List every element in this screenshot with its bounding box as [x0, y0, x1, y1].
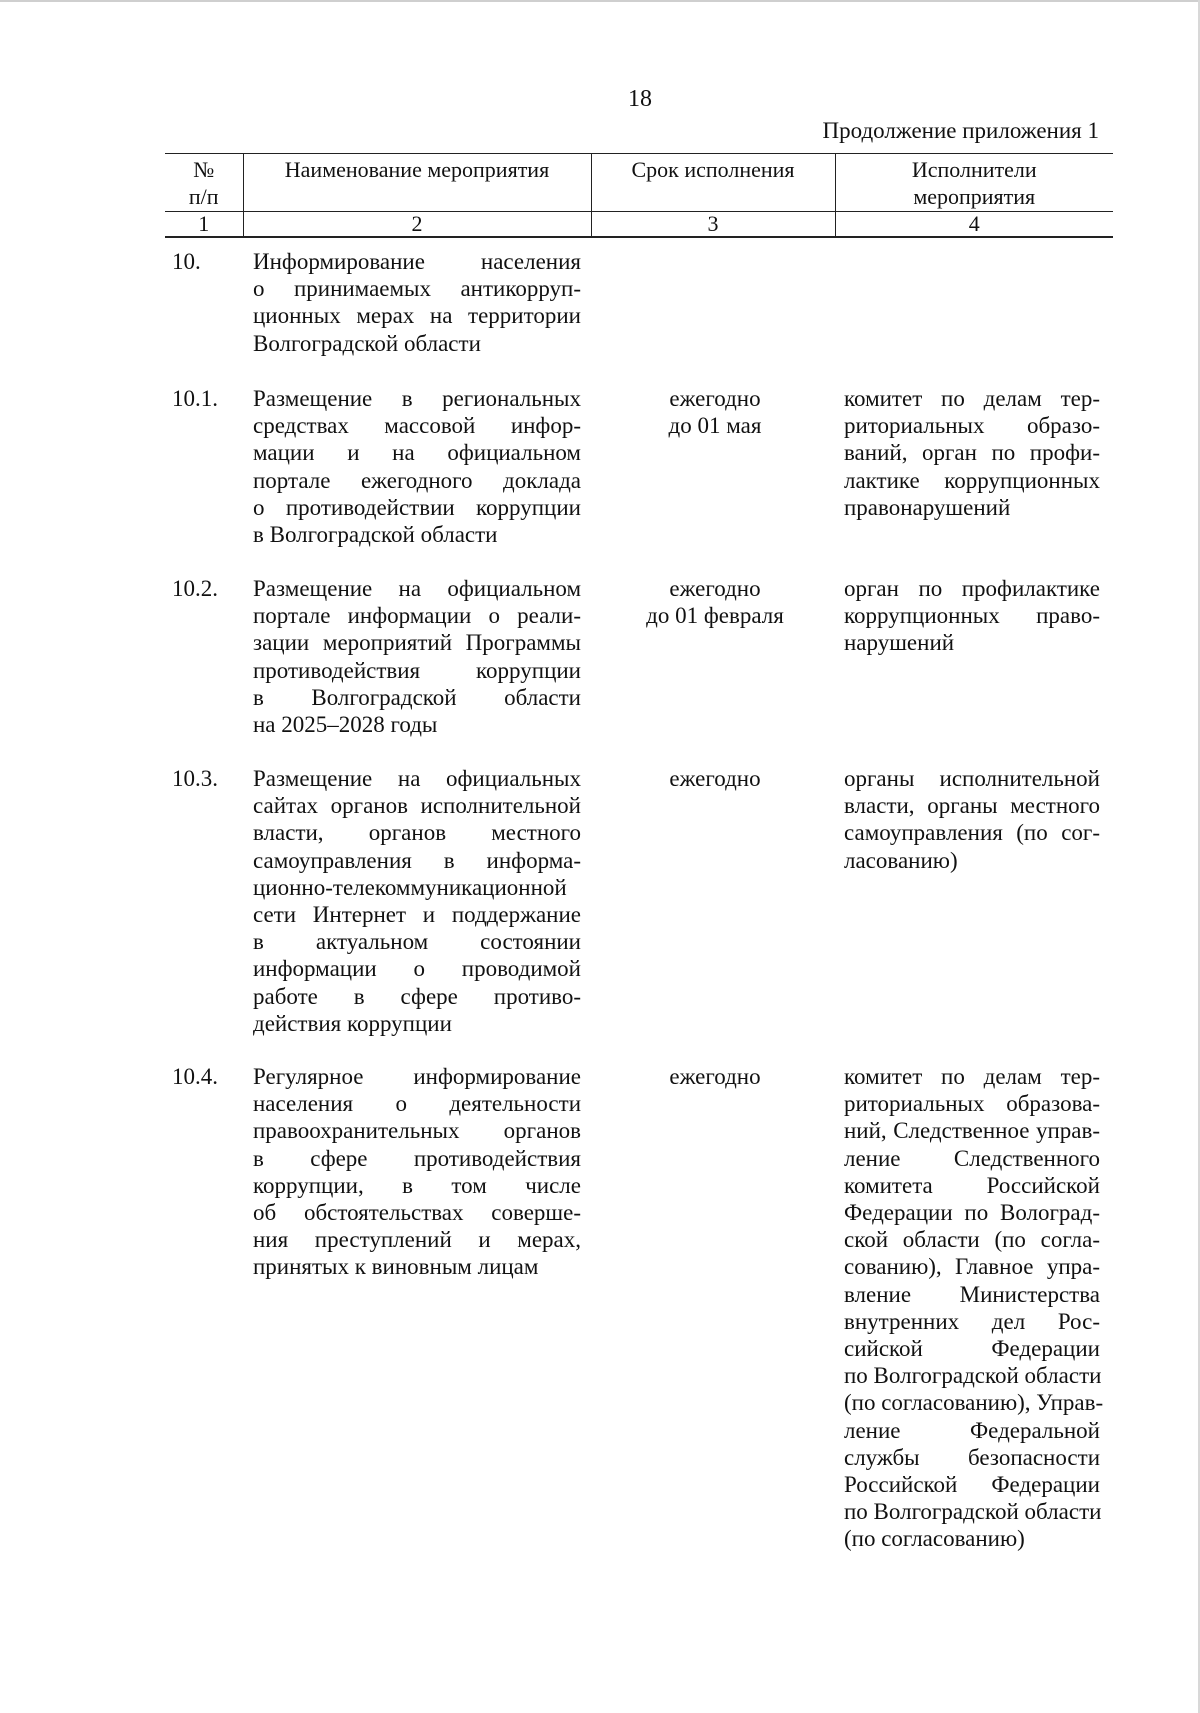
event-name-line: сайтах органов исполнительной: [253, 793, 581, 819]
row-number: 10.3.: [172, 766, 218, 791]
event-name-line: о принимаемых антикорруп-: [253, 276, 581, 302]
scan-edge-top: [0, 0, 1200, 2]
deadline-line: до 01 февраля: [646, 603, 784, 629]
executors-cell: [844, 1063, 1104, 1553]
executors-line: комитет по делам тер-: [844, 386, 1100, 411]
appendix-note: Продолжение приложения 1: [822, 118, 1099, 143]
event-name-line: Размещение в региональных: [253, 386, 581, 411]
executors-line: риториальных образова-: [844, 1091, 1100, 1117]
event-name-line: об обстоятельствах соверше-: [253, 1200, 581, 1226]
executors-line: лактике коррупционных: [844, 467, 1100, 493]
executors-line: ний, Следственное управ-: [844, 1118, 1100, 1144]
event-name-line: в сфере противодействия: [253, 1145, 581, 1171]
executors-line: органы исполнительной: [844, 766, 1100, 791]
event-name-line: работе в сфере противо-: [253, 983, 581, 1009]
event-name-line: зации мероприятий Программы: [253, 630, 581, 656]
event-name-line: действия коррупции: [253, 1010, 452, 1036]
event-name-line: Размещение на официальном: [253, 576, 581, 601]
event-name-cell: [253, 1063, 581, 1281]
executors-cell: [844, 385, 1100, 521]
event-name-line: самоуправления в информа-: [253, 847, 581, 873]
event-name-line: Волгоградской области: [253, 330, 481, 356]
deadline-line: ежегодно: [669, 1064, 761, 1089]
executors-line: коррупционных право-: [844, 603, 1100, 629]
row-number: 10.: [172, 249, 201, 274]
column-number-row: [165, 212, 1113, 238]
row-number: 10.1.: [172, 386, 218, 411]
event-name-line: Размещение на официальных: [253, 766, 581, 791]
executors-line: риториальных образо-: [844, 413, 1100, 439]
column-number: 1: [165, 212, 243, 238]
executors-line: Федерации по Волоград-: [844, 1200, 1100, 1226]
header-col-deadline: Срок исполнения: [591, 154, 835, 212]
executors-line: орган по профилактике: [844, 576, 1100, 601]
event-name-line: принятых к виновным лицам: [253, 1254, 539, 1280]
deadline-cell: [600, 385, 830, 439]
header-col-name: Наименование мероприятия: [243, 154, 591, 212]
executors-line: ление Федеральной: [844, 1417, 1100, 1443]
event-name-line: коррупции, в том числе: [253, 1172, 581, 1198]
event-name-cell: [253, 765, 581, 1037]
executors-line: Российской Федерации: [844, 1472, 1100, 1498]
header-col-number-line: п/п: [188, 184, 219, 209]
column-number: 2: [243, 212, 591, 238]
executors-line: ской области (по согла-: [844, 1227, 1100, 1253]
executors-line: внутренних дел Рос-: [844, 1308, 1100, 1334]
event-name-line: власти, органов местного: [253, 820, 581, 846]
executors-line: (по согласованию): [844, 1526, 1025, 1552]
executors-line: власти, органы местного: [844, 793, 1100, 819]
column-number: 3: [591, 212, 835, 238]
event-name-line: правоохранительных органов: [253, 1118, 581, 1144]
executors-line: ление Следственного: [844, 1145, 1100, 1171]
event-name-line: в актуальном состоянии: [253, 929, 581, 955]
header-col-number: [165, 154, 243, 212]
event-name-line: ционных мерах на территории: [253, 303, 581, 329]
event-name-line: средствах массовой инфор-: [253, 413, 581, 439]
executors-line: ласованию): [844, 847, 958, 873]
page-number: 18: [628, 86, 652, 112]
event-name-line: Информирование населения: [253, 249, 581, 274]
header-col-number-line: №: [193, 157, 215, 182]
event-name-line: Регулярное информирование: [253, 1064, 581, 1089]
row-number: 10.4.: [172, 1064, 218, 1089]
executors-line: комитет по делам тер-: [844, 1064, 1100, 1089]
deadline-cell: [600, 575, 830, 629]
header-col-executors-line: мероприятия: [913, 184, 1036, 209]
event-name-cell: [253, 248, 581, 357]
event-name-cell: [253, 385, 581, 548]
executors-line: сованию), Главное упра-: [844, 1254, 1100, 1280]
table-header: [165, 153, 1113, 238]
event-name-line: портале ежегодного доклада: [253, 467, 581, 493]
deadline-line: до 01 мая: [668, 413, 762, 439]
executors-line: ваний, орган по профи-: [844, 440, 1100, 466]
event-name-line: сети Интернет и поддержание: [253, 902, 581, 928]
deadline-line: ежегодно: [669, 576, 761, 601]
executors-line: нарушений: [844, 630, 955, 656]
header-col-executors-line: Исполнители: [911, 157, 1037, 182]
header-col-executors: [835, 154, 1113, 212]
event-name-cell: [253, 575, 581, 738]
event-name-line: мации и на официальном: [253, 440, 581, 466]
executors-line: правонарушений: [844, 494, 1011, 520]
deadline-line: ежегодно: [669, 386, 761, 411]
executors-cell: [844, 575, 1100, 657]
executors-line: сийской Федерации: [844, 1336, 1100, 1362]
executors-line: (по согласованию), Управ-: [844, 1390, 1104, 1416]
executors-line: вление Министерства: [844, 1281, 1100, 1307]
event-name-line: на 2025–2028 годы: [253, 712, 438, 738]
column-number: 4: [835, 212, 1113, 238]
executors-line: службы безопасности: [844, 1444, 1100, 1470]
executors-line: самоуправления (по сог-: [844, 820, 1100, 846]
deadline-line: ежегодно: [669, 766, 761, 791]
deadline-cell: [600, 765, 830, 792]
executors-line: по Волгоградской области: [844, 1499, 1102, 1525]
executors-line: комитета Российской: [844, 1172, 1100, 1198]
event-name-line: в Волгоградской области: [253, 684, 581, 710]
executors-cell: [844, 765, 1100, 874]
header-row: [165, 154, 1113, 212]
event-name-line: ния преступлений и мерах,: [253, 1227, 581, 1253]
event-name-line: противодействия коррупции: [253, 657, 581, 683]
event-name-line: портале информации о реали-: [253, 603, 581, 629]
event-name-line: в Волгоградской области: [253, 522, 498, 548]
deadline-cell: [600, 1063, 830, 1090]
event-name-line: ционно-телекоммуникационной: [253, 874, 567, 900]
event-name-line: информации о проводимой: [253, 956, 581, 982]
event-name-line: о противодействии коррупции: [253, 494, 581, 520]
row-number: 10.2.: [172, 576, 218, 601]
event-name-line: населения о деятельности: [253, 1091, 581, 1117]
executors-line: по Волгоградской области: [844, 1363, 1102, 1389]
